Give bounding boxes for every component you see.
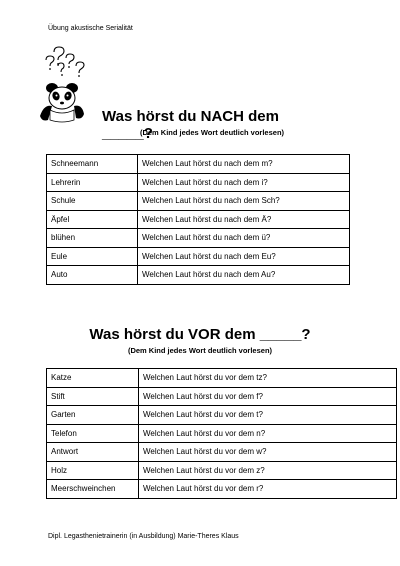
word-cell: Lehrerin [47,173,138,192]
table-row [47,387,397,406]
question-cell: Welchen Laut hörst du nach dem i? [138,173,350,192]
word-cell: Auto [47,266,138,285]
table-row [47,210,350,229]
vor-table [46,368,397,499]
table-row [47,266,350,285]
question-cell: Welchen Laut hörst du nach dem Au? [138,266,350,285]
table-row [47,173,350,192]
word-cell: blühen [47,229,138,248]
header-note: Übung akustische Serialität [48,25,133,32]
word-cell: Äpfel [47,210,138,229]
table-row [47,247,350,266]
word-cell: Katze [47,369,139,388]
question-cell: Welchen Laut hörst du nach dem Ä? [138,210,350,229]
table-row [47,155,350,174]
section-vor-title: Was hörst du VOR dem _____? [89,326,311,343]
question-cell: Welchen Laut hörst du vor dem z? [139,461,397,480]
table-row [47,369,397,388]
footer-author: Dipl. Legasthenietrainerin (in Ausbildung) Marie-Theres Klaus [48,533,239,540]
table-row [47,406,397,425]
question-cell: Welchen Laut hörst du vor dem t? [139,406,397,425]
question-cell: Welchen Laut hörst du vor dem tz? [139,369,397,388]
question-cell: Welchen Laut hörst du vor dem n? [139,424,397,443]
word-cell: Meerschweinchen [47,480,139,499]
word-cell: Garten [47,406,139,425]
word-cell: Telefon [47,424,139,443]
section-nach-subtitle: (Dem Kind jedes Wort deutlich vorlesen) [139,128,285,137]
word-cell: Eule [47,247,138,266]
nach-table [46,154,350,285]
question-cell: Welchen Laut hörst du nach dem Eu? [138,247,350,266]
word-cell: Schneemann [47,155,138,174]
question-cell: Welchen Laut hörst du vor dem w? [139,443,397,462]
table-row [47,424,397,443]
section-vor-subtitle: (Dem Kind jedes Wort deutlich vorlesen) [127,346,273,355]
table-row [47,461,397,480]
question-cell: Welchen Laut hörst du nach dem m? [138,155,350,174]
table-row [47,192,350,211]
section-nach-title: Was hörst du NACH dem _____? [102,108,279,142]
word-cell: Schule [47,192,138,211]
table-row [47,480,397,499]
word-cell: Stift [47,387,139,406]
question-cell: Welchen Laut hörst du vor dem f? [139,387,397,406]
question-cell: Welchen Laut hörst du vor dem r? [139,480,397,499]
question-cell: Welchen Laut hörst du nach dem Sch? [138,192,350,211]
word-cell: Antwort [47,443,139,462]
word-cell: Holz [47,461,139,480]
panda-with-question-marks-icon [32,44,94,124]
table-row [47,229,350,248]
table-row [47,443,397,462]
question-cell: Welchen Laut hörst du nach dem ü? [138,229,350,248]
